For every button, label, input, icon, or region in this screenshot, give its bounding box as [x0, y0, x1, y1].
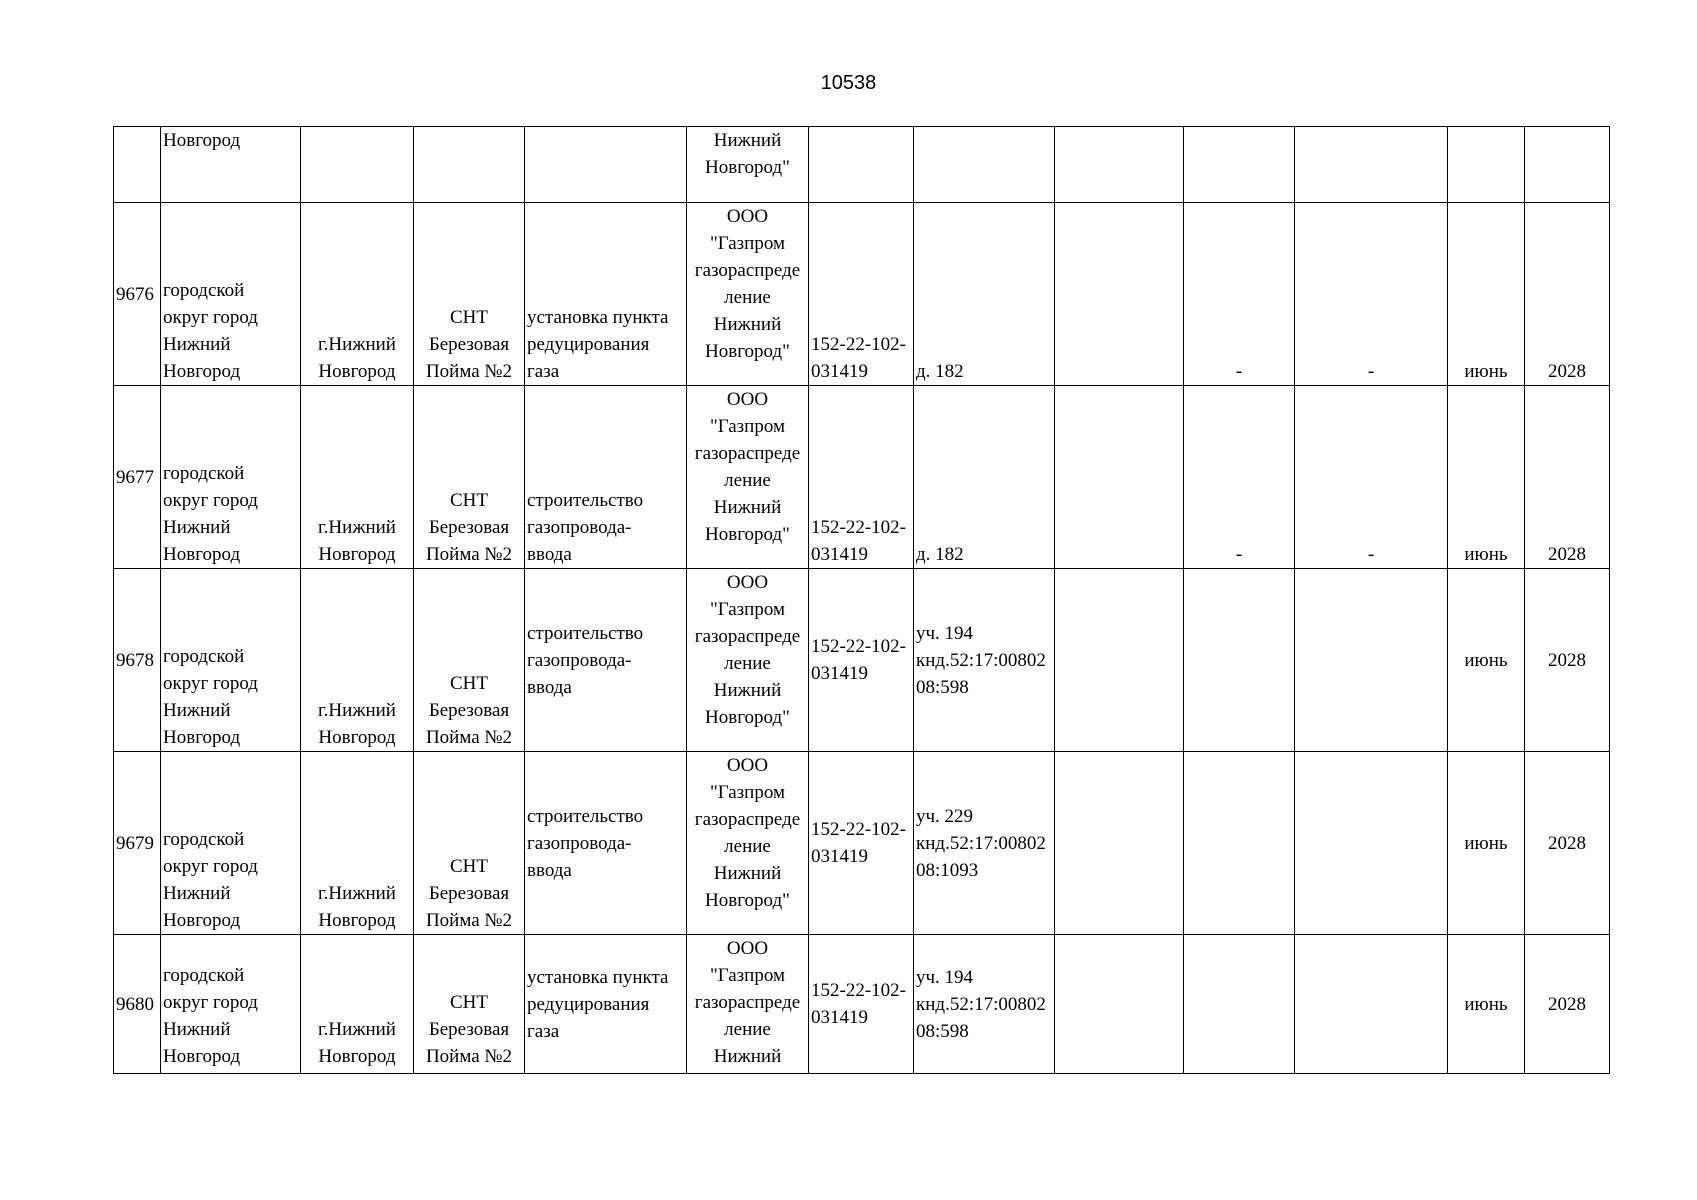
cell-work [525, 127, 687, 203]
cell-location [414, 127, 525, 203]
cell-work: строительство газопровода- ввода [525, 569, 687, 752]
cell-num: 9676 [114, 203, 161, 386]
cell-contract: 152-22-102- 031419 [809, 935, 914, 1074]
cell-num [114, 127, 161, 203]
cell-settlement: г.Нижний Новгород [301, 569, 414, 752]
cell-c9 [1055, 752, 1184, 935]
cell-owner: ООО "Газпром газораспреде ление Нижний Новгород" [687, 569, 809, 752]
cell-address: уч. 229 кнд.52:17:00802 08:1093 [914, 752, 1055, 935]
cell-settlement: г.Нижний Новгород [301, 752, 414, 935]
cell-owner: ООО "Газпром газораспреде ление Нижний Новгород" [687, 203, 809, 386]
cell-month [1448, 127, 1525, 203]
cell-work: строительство газопровода- ввода [525, 752, 687, 935]
cell-num: 9680 [114, 935, 161, 1074]
cell-num: 9679 [114, 752, 161, 935]
cell-month: июнь [1448, 203, 1525, 386]
cell-c9 [1055, 569, 1184, 752]
cell-owner: ООО "Газпром газораспреде ление Нижний Новгород" [687, 752, 809, 935]
cell-contract: 152-22-102- 031419 [809, 569, 914, 752]
cell-contract: 152-22-102- 031419 [809, 203, 914, 386]
cell-c10 [1184, 935, 1295, 1074]
cell-year: 2028 [1525, 203, 1610, 386]
cell-municipality: городской округ город Нижний Новгород [161, 203, 301, 386]
table-row [114, 569, 1610, 752]
cell-year: 2028 [1525, 752, 1610, 935]
cell-location: СНТ Березовая Пойма №2 [414, 935, 525, 1074]
registry-table [113, 126, 1610, 1074]
cell-municipality: городской округ город Нижний Новгород [161, 569, 301, 752]
cell-work: установка пункта редуцирования газа [525, 935, 687, 1074]
cell-year [1525, 127, 1610, 203]
cell-num: 9678 [114, 569, 161, 752]
cell-owner: ООО "Газпром газораспреде ление Нижний Новгород" [687, 386, 809, 569]
table-row [114, 935, 1610, 1074]
cell-municipality: городской округ город Нижний Новгород [161, 386, 301, 569]
cell-c11 [1295, 569, 1448, 752]
cell-c10 [1184, 569, 1295, 752]
cell-location: СНТ Березовая Пойма №2 [414, 569, 525, 752]
cell-owner: ООО "Газпром газораспреде ление Нижний [687, 935, 809, 1074]
cell-c11: - [1295, 386, 1448, 569]
cell-municipality: Новгород [161, 127, 301, 203]
cell-settlement [301, 127, 414, 203]
cell-c9 [1055, 203, 1184, 386]
cell-settlement: г.Нижний Новгород [301, 386, 414, 569]
cell-c9 [1055, 935, 1184, 1074]
page-number: 10538 [820, 72, 877, 94]
cell-municipality: городской округ город Нижний Новгород [161, 752, 301, 935]
cell-address: уч. 194 кнд.52:17:00802 08:598 [914, 935, 1055, 1074]
cell-num: 9677 [114, 386, 161, 569]
cell-address: уч. 194 кнд.52:17:00802 08:598 [914, 569, 1055, 752]
registry-body [114, 127, 1610, 1074]
cell-month: июнь [1448, 752, 1525, 935]
table-row [114, 203, 1610, 386]
cell-c9 [1055, 386, 1184, 569]
cell-work: строительство газопровода- ввода [525, 386, 687, 569]
cell-year: 2028 [1525, 569, 1610, 752]
cell-settlement: г.Нижний Новгород [301, 935, 414, 1074]
cell-address: д. 182 [914, 386, 1055, 569]
cell-address [914, 127, 1055, 203]
cell-location: СНТ Березовая Пойма №2 [414, 752, 525, 935]
cell-c10: - [1184, 386, 1295, 569]
cell-work: установка пункта редуцирования газа [525, 203, 687, 386]
cell-address: д. 182 [914, 203, 1055, 386]
cell-c10 [1184, 752, 1295, 935]
cell-month: июнь [1448, 935, 1525, 1074]
cell-year: 2028 [1525, 935, 1610, 1074]
cell-contract: 152-22-102- 031419 [809, 752, 914, 935]
table-row [114, 752, 1610, 935]
cell-year: 2028 [1525, 386, 1610, 569]
cell-month: июнь [1448, 386, 1525, 569]
cell-month: июнь [1448, 569, 1525, 752]
cell-contract [809, 127, 914, 203]
cell-c10: - [1184, 203, 1295, 386]
cell-c11: - [1295, 203, 1448, 386]
cell-municipality: городской округ город Нижний Новгород [161, 935, 301, 1074]
cell-c10 [1184, 127, 1295, 203]
cell-location: СНТ Березовая Пойма №2 [414, 203, 525, 386]
cell-contract: 152-22-102- 031419 [809, 386, 914, 569]
cell-location: СНТ Березовая Пойма №2 [414, 386, 525, 569]
cell-c11 [1295, 935, 1448, 1074]
cell-c9 [1055, 127, 1184, 203]
cell-c11 [1295, 752, 1448, 935]
table-row [114, 386, 1610, 569]
cell-settlement: г.Нижний Новгород [301, 203, 414, 386]
table-row-continuation [114, 127, 1610, 203]
cell-c11 [1295, 127, 1448, 203]
cell-owner: Нижний Новгород" [687, 127, 809, 203]
